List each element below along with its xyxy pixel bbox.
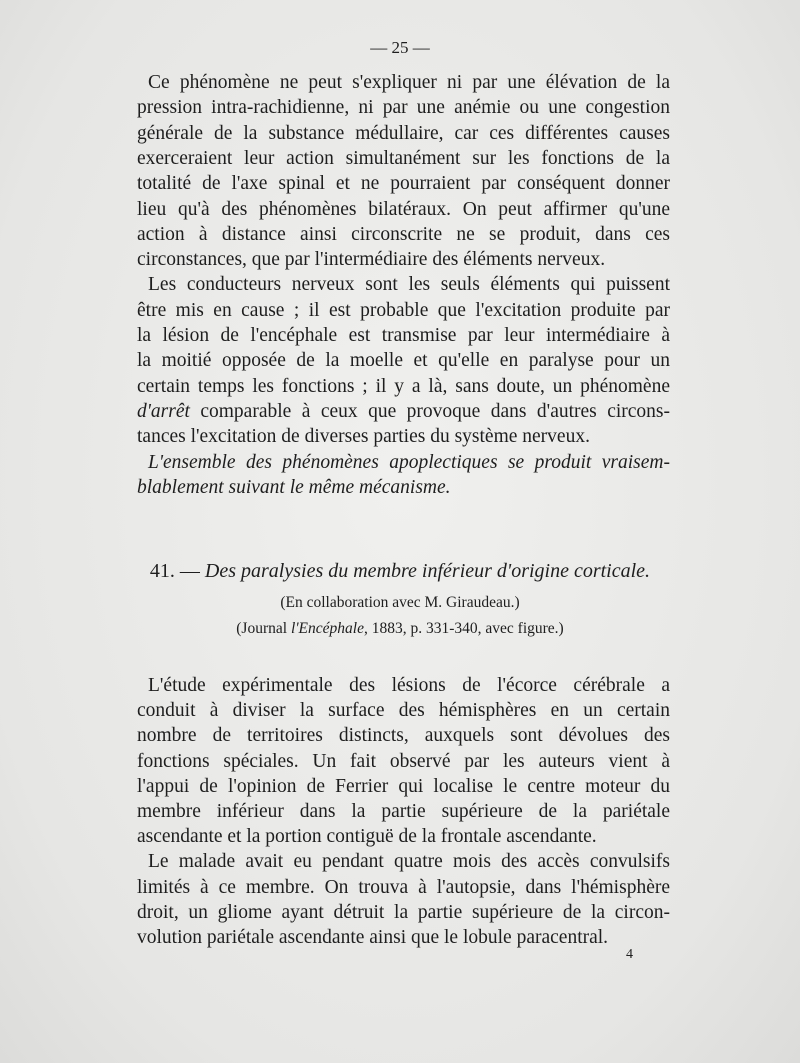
collaboration-note: (En collaboration avec M. Giraudeau.) bbox=[280, 594, 520, 611]
text-line bbox=[137, 800, 670, 824]
text-line bbox=[137, 750, 670, 774]
text-line bbox=[137, 375, 670, 399]
text-line bbox=[137, 71, 670, 95]
line-text: tances l'excitation de diverses parties du système nerveux. bbox=[137, 426, 590, 448]
line-text: L'étude expérimentale des lésions de l'écorce cérébrale a bbox=[148, 675, 670, 696]
line-text: fonctions spéciales. Un fait observé par les auteurs vient à bbox=[137, 750, 670, 772]
text-line bbox=[137, 674, 670, 698]
line-text: lieu qu'à des phénomènes bilatéraux. On peut affirmer qu'une bbox=[137, 198, 670, 220]
line-text: ascendante et la portion contiguë de la frontale ascendante. bbox=[137, 826, 597, 848]
text-line bbox=[137, 349, 670, 373]
line-text: volution pariétale ascendante ainsi que le lobule paracentral. bbox=[137, 927, 609, 948]
text-line bbox=[137, 198, 670, 222]
line-text: L'ensemble des phénomènes apoplectiques se produit vraisem- bbox=[148, 451, 670, 473]
line-text: l'appui de l'opinion de Ferrier qui localise le centre moteur du bbox=[137, 775, 670, 797]
text-line bbox=[137, 775, 670, 799]
section-heading bbox=[0, 560, 800, 583]
text-line bbox=[137, 223, 670, 247]
line-text: nombre de territoires distincts, auxquels sont dévolues des bbox=[137, 725, 670, 747]
line-text: comparable à ceux que provoque dans d'autres circons- bbox=[189, 400, 670, 422]
line-text: conduit à diviser la surface des hémisphères en un certain bbox=[137, 700, 670, 722]
line-text: action à distance ainsi circonscrite ne se produit, dans ces bbox=[137, 223, 670, 245]
line-text: la lésion de l'encéphale est transmise par leur intermédiaire à bbox=[137, 325, 670, 346]
text-line bbox=[137, 425, 670, 449]
line-text: Le malade avait eu pendant quatre mois des accès convulsifs bbox=[148, 851, 670, 873]
text-line bbox=[137, 926, 670, 950]
line-text: générale de la substance médullaire, car ces différentes causes bbox=[137, 122, 670, 144]
journal-reference bbox=[0, 620, 800, 638]
line-text: la moitié opposée de la moelle et qu'elle en paralyse pour un bbox=[137, 350, 670, 372]
line-text: blablement suivant le même mécanisme. bbox=[137, 476, 451, 498]
text-line bbox=[137, 850, 670, 874]
line-text: membre inférieur dans la partie supérieure de la pariétale bbox=[137, 801, 670, 822]
emphasis: d'arrêt bbox=[137, 400, 190, 422]
text-line bbox=[137, 248, 670, 272]
text-line bbox=[137, 901, 670, 925]
text-line bbox=[137, 273, 670, 297]
text-line bbox=[137, 172, 670, 196]
text-line bbox=[137, 96, 670, 120]
line-text: droit, un gliome ayant détruit la partie supérieure de la circon- bbox=[137, 901, 670, 923]
line-text: totalité de l'axe spinal et ne pourraient par conséquent donner bbox=[137, 173, 670, 195]
line-text: limités à ce membre. On trouva à l'autopsie, dans l'hémisphère bbox=[137, 876, 670, 898]
section-number: 41. — bbox=[149, 560, 205, 582]
signature-mark: 4 bbox=[626, 947, 633, 962]
journal-name: l'Encéphale bbox=[290, 620, 364, 637]
journal-pre: (Journal bbox=[236, 620, 291, 637]
text-line bbox=[137, 122, 670, 146]
text-line bbox=[137, 476, 670, 500]
text-line bbox=[137, 451, 670, 475]
line-text: exerceraient leur action simultanément sur les fonctions de la bbox=[137, 147, 670, 169]
section-title: Des paralysies du membre inférieur d'origine corticale. bbox=[204, 560, 651, 582]
text-line bbox=[137, 299, 670, 323]
line-text: certain temps les fonctions ; il y a là, sans doute, un phénomène bbox=[137, 375, 670, 397]
line-text: Les conducteurs nerveux sont les seuls éléments qui puissent bbox=[148, 274, 670, 296]
text-line bbox=[137, 825, 670, 849]
journal-post: , 1883, p. 331-340, avec figure.) bbox=[363, 620, 564, 637]
text-line bbox=[137, 324, 670, 348]
line-text: Ce phénomène ne peut s'expliquer ni par une élévation de la bbox=[148, 72, 670, 93]
text-line bbox=[137, 400, 670, 424]
page-number: — 25 — bbox=[370, 38, 430, 57]
line-text: pression intra-rachidienne, ni par une anémie ou une congestion bbox=[137, 97, 670, 119]
line-text: être mis en cause ; il est probable que l'excitation produite par bbox=[137, 299, 670, 321]
line-text: circonstances, que par l'intermédiaire des éléments nerveux. bbox=[137, 249, 606, 271]
text-line bbox=[137, 876, 670, 900]
text-line bbox=[137, 724, 670, 748]
text-line bbox=[137, 147, 670, 171]
text-line bbox=[137, 699, 670, 723]
